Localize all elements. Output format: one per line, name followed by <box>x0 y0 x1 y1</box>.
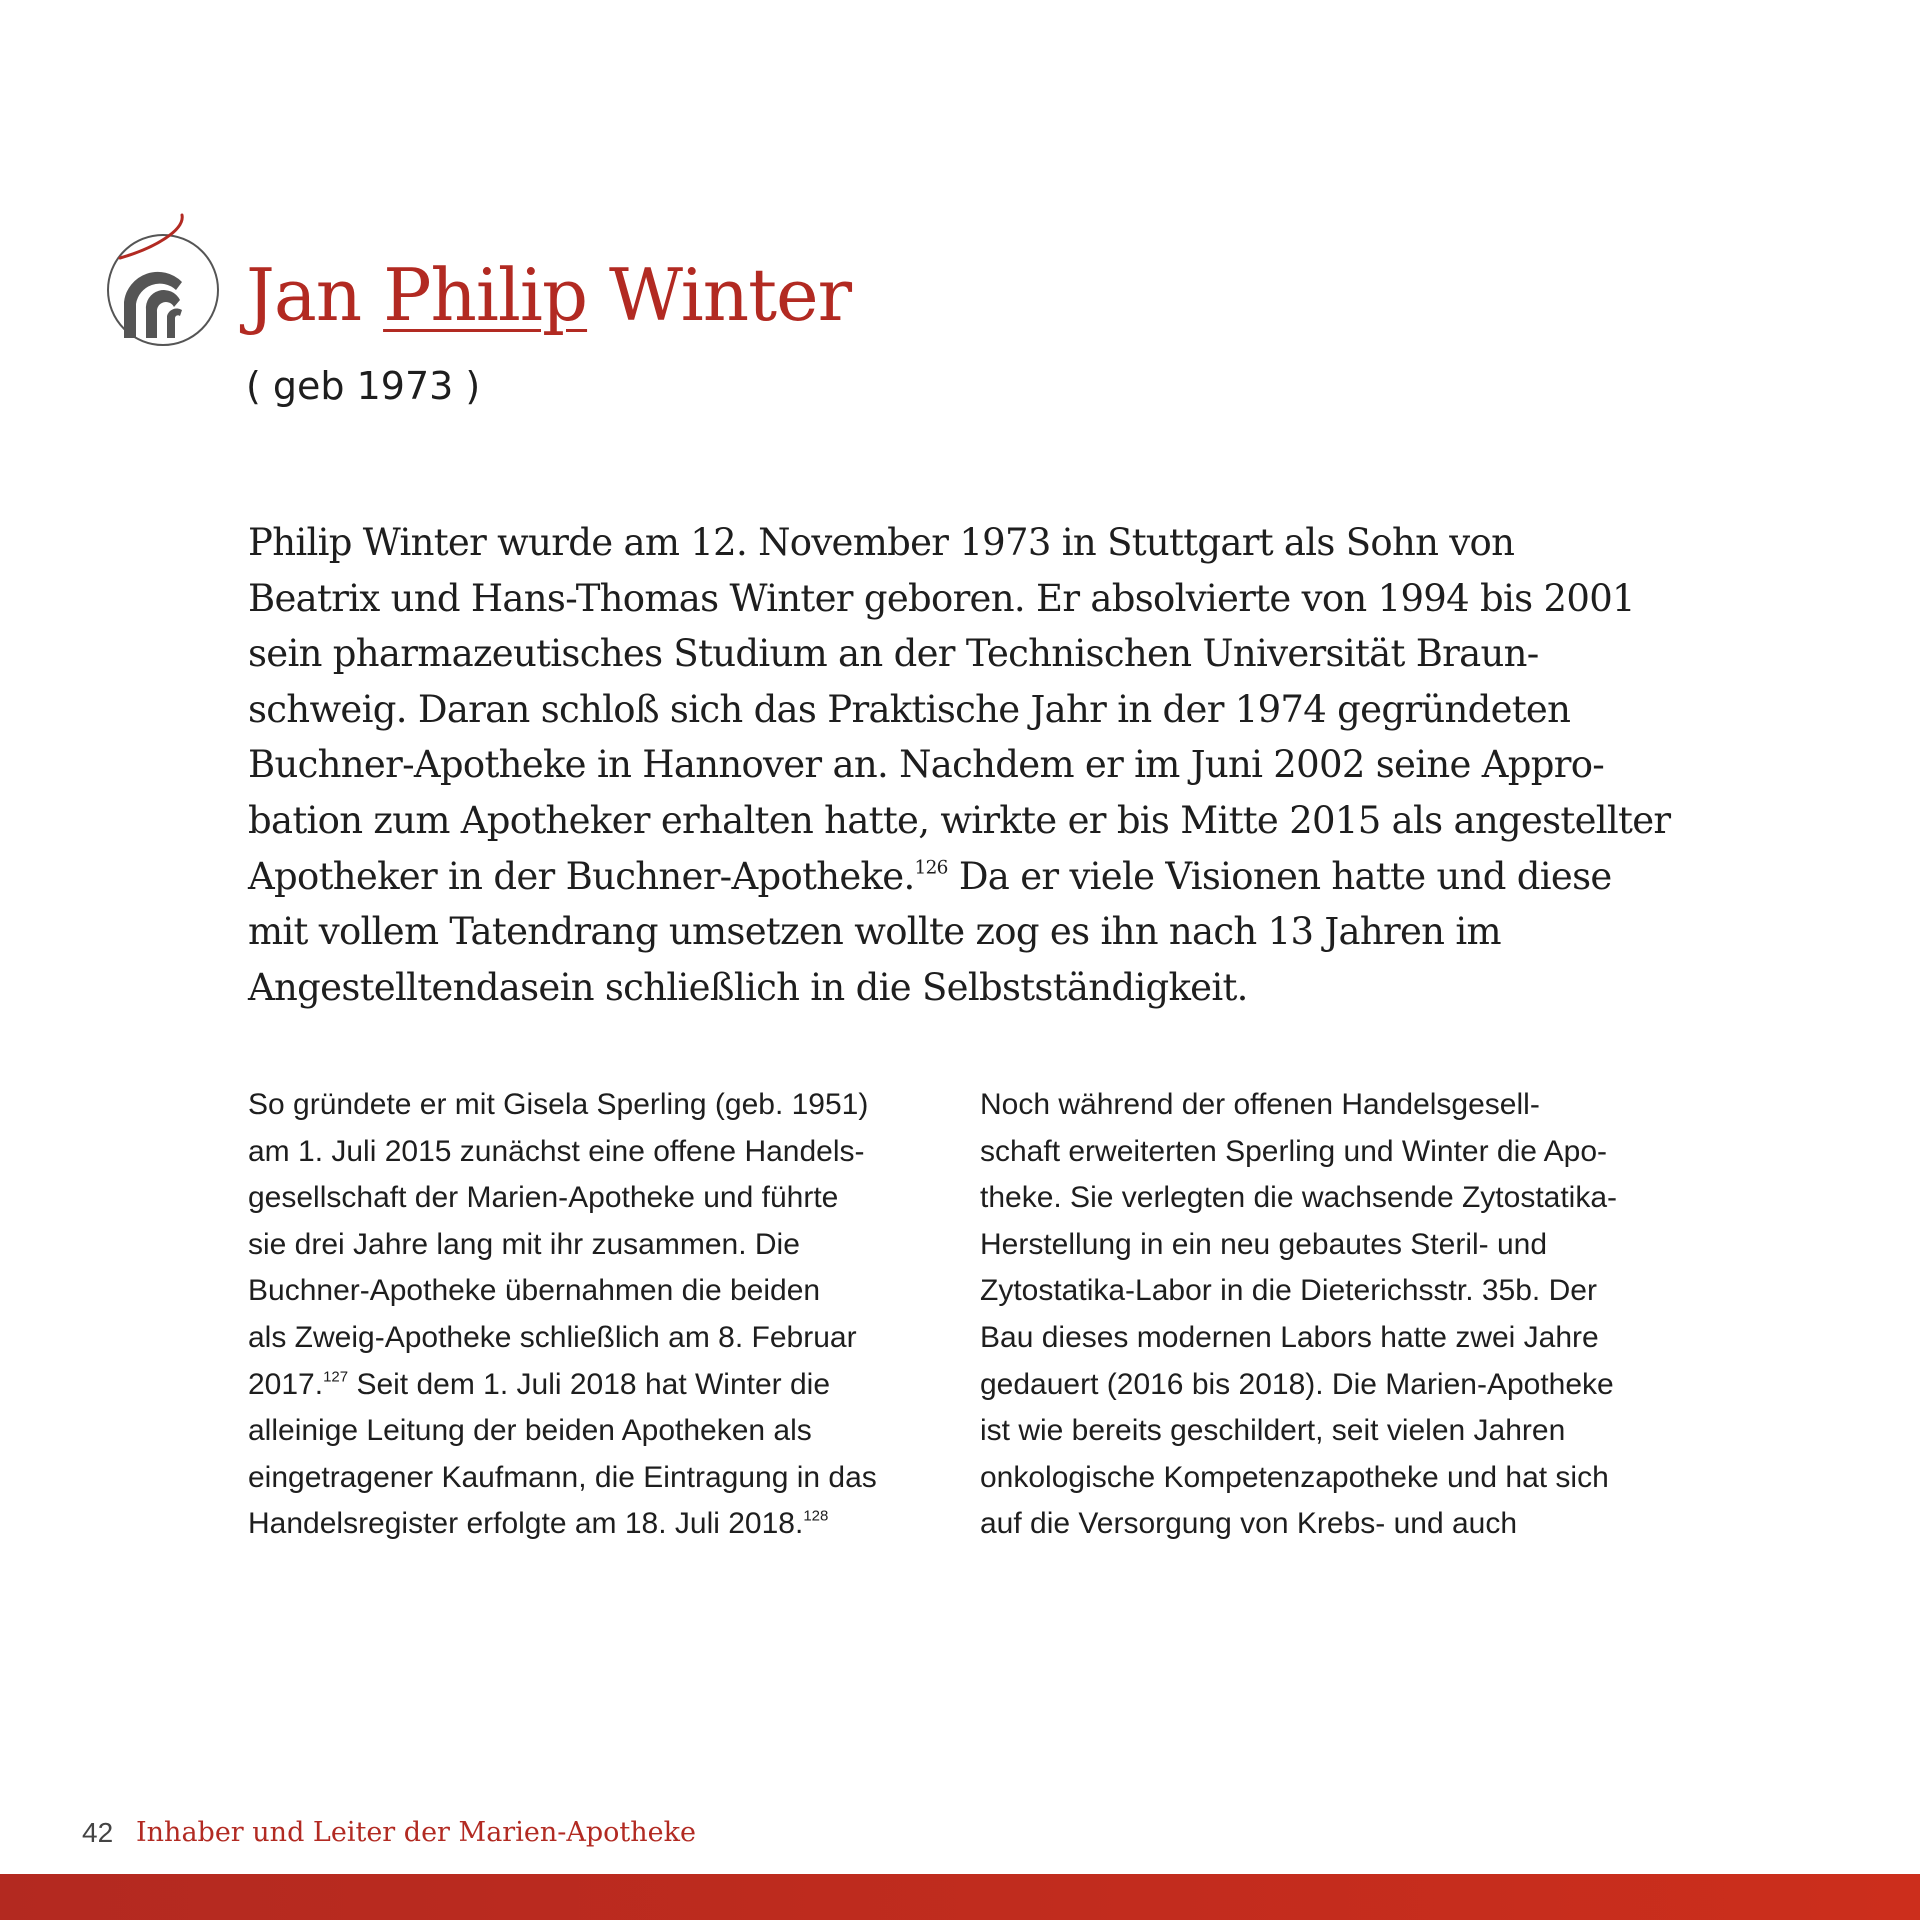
body-line: am 1. Juli 2015 zunächst eine offene Handels- <box>248 1134 865 1168</box>
body-line: onkologische Kompetenzapotheke und hat sich <box>980 1460 1609 1494</box>
body-line: Bau dieses modernen Labors hatte zwei Jahre <box>980 1320 1599 1354</box>
body-column-left <box>248 1082 948 1548</box>
body-line: Buchner-Apotheke übernahmen die beiden <box>248 1274 821 1308</box>
body-line <box>248 1362 948 1409</box>
title-first-name: Jan <box>246 253 362 337</box>
body-line: sie drei Jahre lang mit ihr zusammen. Die <box>248 1227 800 1261</box>
footnote-ref-128: 128 <box>803 1507 829 1525</box>
footnote-ref-127: 127 <box>323 1367 349 1385</box>
page-number: 42 <box>82 1817 114 1848</box>
body-line: ist wie bereits geschildert, seit vielen Jahren <box>980 1414 1566 1448</box>
lead-line: schweig. Daran schloß sich das Praktische Jahr in der 1974 gegründeten <box>248 687 1571 731</box>
body-line: gedauert (2016 bis 2018). Die Marien-Apotheke <box>980 1367 1614 1401</box>
body-line: Noch während der offenen Handelsgesell- <box>980 1088 1540 1121</box>
body-line-text: Seit dem 1. Juli 2018 hat Winter die <box>348 1367 831 1401</box>
page-title <box>246 250 851 340</box>
body-line: schaft erweiterten Sperling und Winter die Apo- <box>980 1134 1607 1168</box>
body-column-right <box>980 1082 1680 1548</box>
lead-line: sein pharmazeutisches Studium an der Technischen Universität Braun- <box>248 632 1539 676</box>
body-line: theke. Sie verlegten die wachsende Zytostatika- <box>980 1181 1618 1215</box>
body-line: Herstellung in ein neu gebautes Steril- und <box>980 1227 1548 1261</box>
lead-line-text: Apotheker in der Buchner-Apotheke. <box>248 854 915 898</box>
lead-line: Philip Winter wurde am 12. November 1973 in Stuttgart als Sohn von <box>248 521 1515 564</box>
body-line: eingetragener Kaufmann, die Eintragung in das <box>248 1460 877 1494</box>
lead-line: Angestelltendasein schließlich in die Selbstständigkeit. <box>248 965 1248 1009</box>
birth-year: ( geb 1973 ) <box>246 364 481 408</box>
body-line: So gründete er mit Gisela Sperling (geb. 1951) <box>248 1088 869 1121</box>
body-line: auf die Versorgung von Krebs- und auch <box>980 1507 1518 1541</box>
lead-line <box>248 849 1668 905</box>
pharmacy-arch-logo-icon <box>100 210 230 350</box>
body-line <box>248 1501 948 1548</box>
lead-line: Beatrix und Hans-Thomas Winter geboren. Er absolvierte von 1994 bis 2001 <box>248 576 1635 620</box>
body-line: Zytostatika-Labor in die Dieterichsstr. 35b. Der <box>980 1274 1597 1308</box>
lead-line: mit vollem Tatendrang umsetzen wollte zog es ihn nach 13 Jahren im <box>248 910 1501 954</box>
body-line: gesellschaft der Marien-Apotheke und führte <box>248 1181 839 1215</box>
body-line-text: 2017. <box>248 1367 324 1401</box>
title-middle-name: Philip <box>383 253 588 337</box>
footer-color-bar <box>0 1874 1920 1920</box>
lead-line-text: Da er viele Visionen hatte und diese <box>947 854 1612 898</box>
body-line: als Zweig-Apotheke schließlich am 8. Februar <box>248 1320 857 1354</box>
footnote-ref-126: 126 <box>914 856 948 878</box>
running-footer-title: Inhaber und Leiter der Marien-Apotheke <box>136 1817 696 1848</box>
lead-paragraph <box>248 515 1671 1015</box>
lead-line: Buchner-Apotheke in Hannover an. Nachdem er im Juni 2002 seine Appro- <box>248 743 1605 787</box>
body-line: alleinige Leitung der beiden Apotheken als <box>248 1414 812 1448</box>
lead-line: bation zum Apotheker erhalten hatte, wirkte er bis Mitte 2015 als angestellter <box>248 798 1671 842</box>
body-line-text: Handelsregister erfolgte am 18. Juli 2018. <box>248 1507 804 1541</box>
title-last-name: Winter <box>608 253 852 337</box>
